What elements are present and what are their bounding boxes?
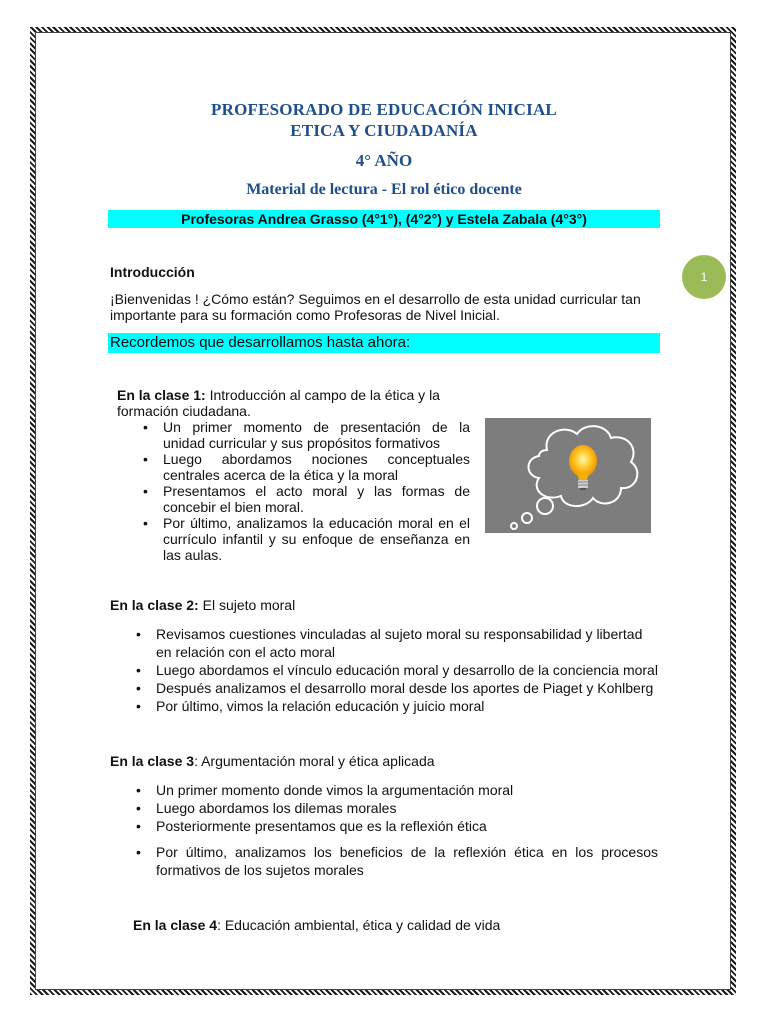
list-item: • Presentamos el acto moral y las formas de concebir el bien moral. xyxy=(139,483,470,515)
intro-line-1: ¡Bienvenidas ! ¿Cómo están? Seguimos en el desarrollo de esta unidad curricular tan xyxy=(110,291,641,307)
list-item: • Luego abordamos el vínculo educación moral y desarrollo de la conciencia moral xyxy=(132,661,660,679)
clase3-title: : Argumentación moral y ética aplicada xyxy=(194,753,435,769)
list-item: • Un primer momento donde vimos la argumentación moral xyxy=(132,781,660,799)
list-item: • Posteriormente presentamos que es la reflexión ética xyxy=(132,817,660,835)
clase3-heading xyxy=(110,753,435,769)
list-item: • Luego abordamos los dilemas morales xyxy=(132,799,660,817)
intro-heading: Introducción xyxy=(110,264,195,280)
intro-paragraph xyxy=(110,291,670,323)
clase1-heading xyxy=(117,387,470,419)
page-number-badge: 1 xyxy=(682,255,726,299)
intro-line-2: importante para su formación como Profesoras de Nivel Inicial. xyxy=(110,307,500,323)
reading-subtitle: Material de lectura - El rol ético docente xyxy=(246,181,522,198)
clase4-heading xyxy=(133,917,500,933)
list-item: • Por último, analizamos la educación moral en el currículo infantil y su enfoque de enseñanza en las aulas. xyxy=(139,515,470,563)
clase2-label: En la clase 2: xyxy=(110,597,199,613)
clase1-title-a: Introducción al campo de la ética y la xyxy=(205,387,440,403)
list-item: • Después analizamos el desarrollo moral desde los aportes de Piaget y Kohlberg xyxy=(132,679,660,697)
clase2-heading xyxy=(110,597,295,613)
clase4-title: : Educación ambiental, ética y calidad de vida xyxy=(217,917,501,933)
clase3-list-last xyxy=(132,843,658,879)
teachers-banner: Profesoras Andrea Grasso (4°1°), (4°2°) y Estela Zabala (4°3°) xyxy=(108,210,660,228)
lightbulb-thought-bubble-icon xyxy=(485,418,651,533)
course-title: ETICA Y CIUDADANÍA xyxy=(290,121,478,140)
clase3-label: En la clase 3 xyxy=(110,753,195,769)
clase4-label: En la clase 4 xyxy=(133,917,218,933)
clase1-list xyxy=(139,419,470,563)
recap-banner: Recordemos que desarrollamos hasta ahora: xyxy=(108,333,660,353)
program-title: PROFESORADO DE EDUCACIÓN INICIAL xyxy=(211,100,557,119)
list-item: • Por último, vimos la relación educación y juicio moral xyxy=(132,697,660,715)
clase1-label: En la clase 1: xyxy=(117,387,206,403)
clase3-list xyxy=(132,781,660,835)
list-item: • Un primer momento de presentación de la unidad curricular y sus propósitos formativos xyxy=(139,419,470,451)
list-item: • Por último, analizamos los beneficios de la reflexión ética en los procesos formativos de los sujetos morales xyxy=(132,843,658,879)
list-item: • Luego abordamos nociones conceptuales centrales acerca de la ética y la moral xyxy=(139,451,470,483)
year-title: 4° AÑO xyxy=(355,151,413,170)
clase2-list xyxy=(132,625,660,715)
clase1-title-b: formación ciudadana. xyxy=(117,403,251,419)
list-item: • Revisamos cuestiones vinculadas al sujeto moral su responsabilidad y libertad en relación con el acto moral xyxy=(132,625,660,661)
clase2-title: El sujeto moral xyxy=(198,597,296,613)
